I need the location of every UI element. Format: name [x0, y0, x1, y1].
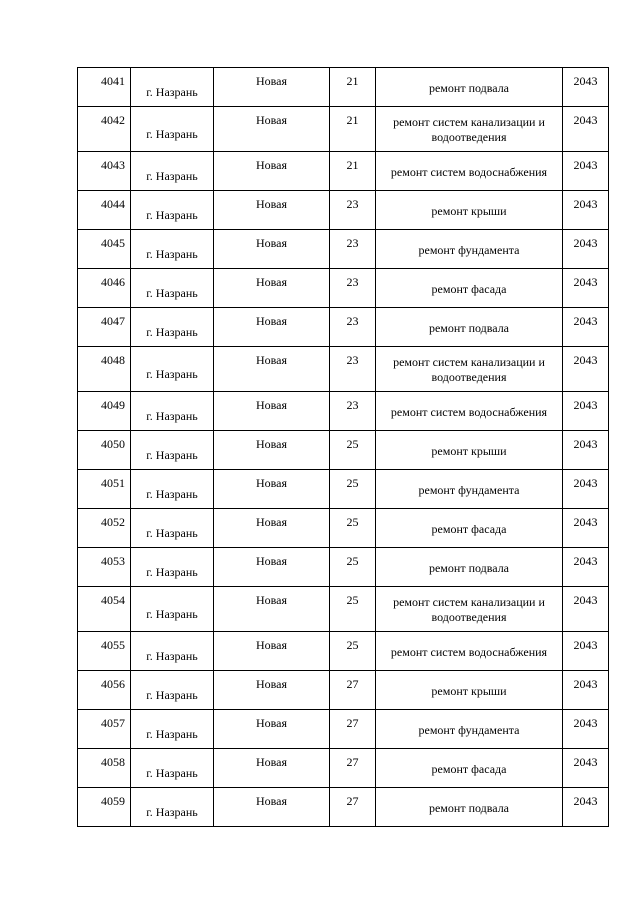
year-cell: 2043	[563, 392, 609, 431]
row-number-cell: 4059	[78, 788, 131, 827]
work-type-cell: ремонт подвала	[376, 788, 563, 827]
year-cell: 2043	[563, 347, 609, 392]
street-cell: Новая	[214, 749, 330, 788]
table-row	[78, 347, 609, 392]
street-cell: Новая	[214, 587, 330, 632]
table-row	[78, 431, 609, 470]
house-number-cell: 23	[330, 308, 376, 347]
house-number-cell: 23	[330, 269, 376, 308]
work-type-cell: ремонт систем канализации и водоотведения	[376, 347, 563, 392]
street-cell: Новая	[214, 269, 330, 308]
row-number-cell: 4042	[78, 107, 131, 152]
row-number-cell: 4045	[78, 230, 131, 269]
street-cell: Новая	[214, 431, 330, 470]
year-cell: 2043	[563, 68, 609, 107]
street-cell: Новая	[214, 191, 330, 230]
row-number-cell: 4052	[78, 509, 131, 548]
city-cell: г. Назрань	[131, 191, 214, 230]
table-row	[78, 269, 609, 308]
city-cell: г. Назрань	[131, 632, 214, 671]
table-row	[78, 749, 609, 788]
work-type-cell: ремонт крыши	[376, 671, 563, 710]
table-row	[78, 152, 609, 191]
table-row	[78, 470, 609, 509]
work-type-cell: ремонт подвала	[376, 68, 563, 107]
work-type-cell: ремонт систем водоснабжения	[376, 392, 563, 431]
row-number-cell: 4043	[78, 152, 131, 191]
row-number-cell: 4055	[78, 632, 131, 671]
street-cell: Новая	[214, 392, 330, 431]
street-cell: Новая	[214, 107, 330, 152]
work-type-cell: ремонт подвала	[376, 308, 563, 347]
row-number-cell: 4046	[78, 269, 131, 308]
house-number-cell: 21	[330, 152, 376, 191]
row-number-cell: 4057	[78, 710, 131, 749]
house-number-cell: 23	[330, 230, 376, 269]
city-cell: г. Назрань	[131, 749, 214, 788]
house-number-cell: 25	[330, 548, 376, 587]
house-number-cell: 25	[330, 431, 376, 470]
house-number-cell: 25	[330, 587, 376, 632]
row-number-cell: 4048	[78, 347, 131, 392]
house-number-cell: 27	[330, 710, 376, 749]
city-cell: г. Назрань	[131, 230, 214, 269]
row-number-cell: 4044	[78, 191, 131, 230]
work-type-cell: ремонт подвала	[376, 548, 563, 587]
work-type-cell: ремонт фасада	[376, 749, 563, 788]
work-type-cell: ремонт систем водоснабжения	[376, 152, 563, 191]
house-number-cell: 21	[330, 107, 376, 152]
city-cell: г. Назрань	[131, 392, 214, 431]
city-cell: г. Назрань	[131, 431, 214, 470]
year-cell: 2043	[563, 269, 609, 308]
house-number-cell: 27	[330, 749, 376, 788]
year-cell: 2043	[563, 509, 609, 548]
year-cell: 2043	[563, 632, 609, 671]
work-type-cell: ремонт систем водоснабжения	[376, 632, 563, 671]
street-cell: Новая	[214, 230, 330, 269]
city-cell: г. Назрань	[131, 788, 214, 827]
work-type-cell: ремонт крыши	[376, 191, 563, 230]
table-body	[78, 68, 609, 827]
table-row	[78, 191, 609, 230]
table-row	[78, 671, 609, 710]
city-cell: г. Назрань	[131, 671, 214, 710]
work-type-cell: ремонт фундамента	[376, 470, 563, 509]
year-cell: 2043	[563, 548, 609, 587]
street-cell: Новая	[214, 632, 330, 671]
table-row	[78, 68, 609, 107]
year-cell: 2043	[563, 308, 609, 347]
street-cell: Новая	[214, 710, 330, 749]
table-row	[78, 548, 609, 587]
street-cell: Новая	[214, 347, 330, 392]
table-row	[78, 710, 609, 749]
street-cell: Новая	[214, 509, 330, 548]
table-row	[78, 788, 609, 827]
city-cell: г. Назрань	[131, 509, 214, 548]
work-type-cell: ремонт систем канализации и водоотведения	[376, 587, 563, 632]
table-row	[78, 230, 609, 269]
street-cell: Новая	[214, 68, 330, 107]
table-row	[78, 587, 609, 632]
house-number-cell: 21	[330, 68, 376, 107]
work-type-cell: ремонт фасада	[376, 269, 563, 308]
city-cell: г. Назрань	[131, 470, 214, 509]
street-cell: Новая	[214, 548, 330, 587]
row-number-cell: 4051	[78, 470, 131, 509]
row-number-cell: 4053	[78, 548, 131, 587]
house-number-cell: 23	[330, 347, 376, 392]
year-cell: 2043	[563, 788, 609, 827]
house-number-cell: 23	[330, 392, 376, 431]
repair-schedule-table	[77, 67, 609, 827]
house-number-cell: 27	[330, 671, 376, 710]
work-type-cell: ремонт фундамента	[376, 230, 563, 269]
year-cell: 2043	[563, 710, 609, 749]
house-number-cell: 23	[330, 191, 376, 230]
work-type-cell: ремонт фасада	[376, 509, 563, 548]
row-number-cell: 4050	[78, 431, 131, 470]
street-cell: Новая	[214, 470, 330, 509]
year-cell: 2043	[563, 191, 609, 230]
table-row	[78, 107, 609, 152]
row-number-cell: 4058	[78, 749, 131, 788]
row-number-cell: 4041	[78, 68, 131, 107]
city-cell: г. Назрань	[131, 68, 214, 107]
city-cell: г. Назрань	[131, 587, 214, 632]
city-cell: г. Назрань	[131, 107, 214, 152]
year-cell: 2043	[563, 152, 609, 191]
house-number-cell: 25	[330, 632, 376, 671]
street-cell: Новая	[214, 152, 330, 191]
street-cell: Новая	[214, 308, 330, 347]
row-number-cell: 4054	[78, 587, 131, 632]
row-number-cell: 4056	[78, 671, 131, 710]
table-row	[78, 308, 609, 347]
street-cell: Новая	[214, 788, 330, 827]
house-number-cell: 25	[330, 470, 376, 509]
year-cell: 2043	[563, 671, 609, 710]
house-number-cell: 27	[330, 788, 376, 827]
year-cell: 2043	[563, 431, 609, 470]
city-cell: г. Назрань	[131, 548, 214, 587]
table-row	[78, 392, 609, 431]
year-cell: 2043	[563, 587, 609, 632]
work-type-cell: ремонт фундамента	[376, 710, 563, 749]
year-cell: 2043	[563, 470, 609, 509]
work-type-cell: ремонт систем канализации и водоотведения	[376, 107, 563, 152]
house-number-cell: 25	[330, 509, 376, 548]
city-cell: г. Назрань	[131, 152, 214, 191]
row-number-cell: 4049	[78, 392, 131, 431]
year-cell: 2043	[563, 749, 609, 788]
row-number-cell: 4047	[78, 308, 131, 347]
city-cell: г. Назрань	[131, 710, 214, 749]
city-cell: г. Назрань	[131, 269, 214, 308]
street-cell: Новая	[214, 671, 330, 710]
year-cell: 2043	[563, 107, 609, 152]
table-row	[78, 509, 609, 548]
table-row	[78, 632, 609, 671]
city-cell: г. Назрань	[131, 308, 214, 347]
year-cell: 2043	[563, 230, 609, 269]
work-type-cell: ремонт крыши	[376, 431, 563, 470]
city-cell: г. Назрань	[131, 347, 214, 392]
